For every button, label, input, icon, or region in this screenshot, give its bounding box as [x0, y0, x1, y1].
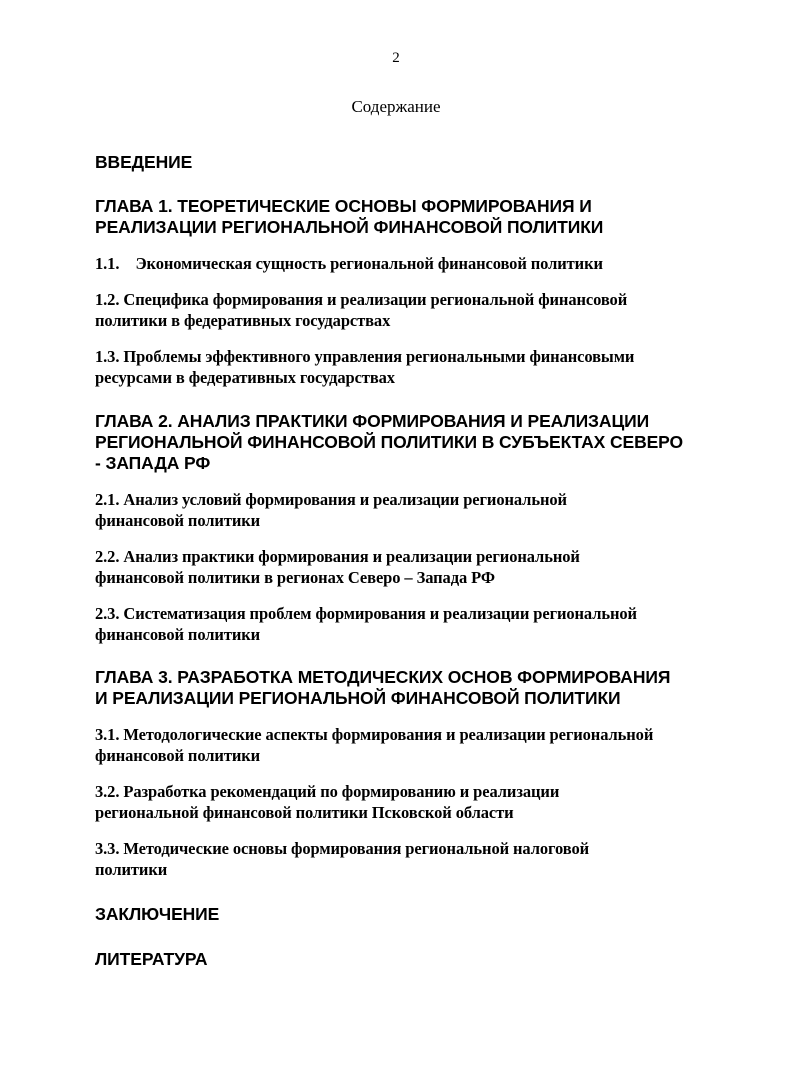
- toc-entry-title: 1.1. Экономическая сущность региональной финансовой политики: [95, 254, 603, 273]
- toc-entry-title: ЛИТЕРАТУРА: [95, 949, 208, 969]
- toc-entry-title: финансовой политики: [95, 746, 261, 765]
- toc-entry-title: ресурсами в федеративных государствах: [95, 368, 395, 387]
- toc-entry-title: РЕГИОНАЛЬНОЙ ФИНАНСОВОЙ ПОЛИТИКИ В СУБЪЕКТАХ СЕВЕРО: [95, 432, 684, 452]
- toc-entry-title: ВВЕДЕНИЕ: [95, 152, 193, 172]
- toc-entry-title: 1.2. Специфика формирования и реализации региональной финансовой: [95, 290, 628, 309]
- toc-entry-title: 3.3. Методические основы формирования региональной налоговой: [95, 839, 590, 858]
- toc-entry-title: 3.1. Методологические аспекты формирования и реализации региональной: [95, 725, 654, 744]
- toc-entry-title: политики: [95, 860, 168, 879]
- toc-entry-title: финансовой политики в регионах Северо – Запада РФ: [95, 568, 495, 587]
- toc-entry-title: ЗАКЛЮЧЕНИЕ: [95, 904, 220, 924]
- toc-entry-title: ГЛАВА 3. РАЗРАБОТКА МЕТОДИЧЕСКИХ ОСНОВ ФОРМИРОВАНИЯ: [95, 667, 671, 687]
- toc-entry-title: РЕАЛИЗАЦИИ РЕГИОНАЛЬНОЙ ФИНАНСОВОЙ ПОЛИТИКИ: [95, 217, 604, 237]
- toc-entry-title: И РЕАЛИЗАЦИИ РЕГИОНАЛЬНОЙ ФИНАНСОВОЙ ПОЛИТИКИ: [95, 688, 621, 708]
- toc-entry-title: 3.2. Разработка рекомендаций по формированию и реализации: [95, 782, 560, 801]
- toc-entry-title: - ЗАПАДА РФ: [95, 453, 211, 473]
- toc-entry-title: ГЛАВА 1. ТЕОРЕТИЧЕСКИЕ ОСНОВЫ ФОРМИРОВАНИЯ И: [95, 196, 592, 216]
- toc-entry-title: 2.1. Анализ условий формирования и реализации региональной: [95, 490, 567, 509]
- toc-entry-title: 2.2. Анализ практики формирования и реализации региональной: [95, 547, 580, 566]
- toc-entry-title: финансовой политики: [95, 511, 261, 530]
- toc-entry-title: финансовой политики: [95, 625, 261, 644]
- toc-entry-title: региональной финансовой политики Псковской области: [95, 803, 514, 822]
- toc-entry-title: ГЛАВА 2. АНАЛИЗ ПРАКТИКИ ФОРМИРОВАНИЯ И РЕАЛИЗАЦИИ: [95, 411, 650, 431]
- toc-entry-title: 1.3. Проблемы эффективного управления региональными финансовыми: [95, 347, 635, 366]
- toc-entry-title: 2.3. Систематизация проблем формирования и реализации региональной: [95, 604, 637, 623]
- toc-entry-title: политики в федеративных государствах: [95, 311, 391, 330]
- toc-title: Содержание: [351, 97, 441, 116]
- page-number: 2: [392, 50, 400, 66]
